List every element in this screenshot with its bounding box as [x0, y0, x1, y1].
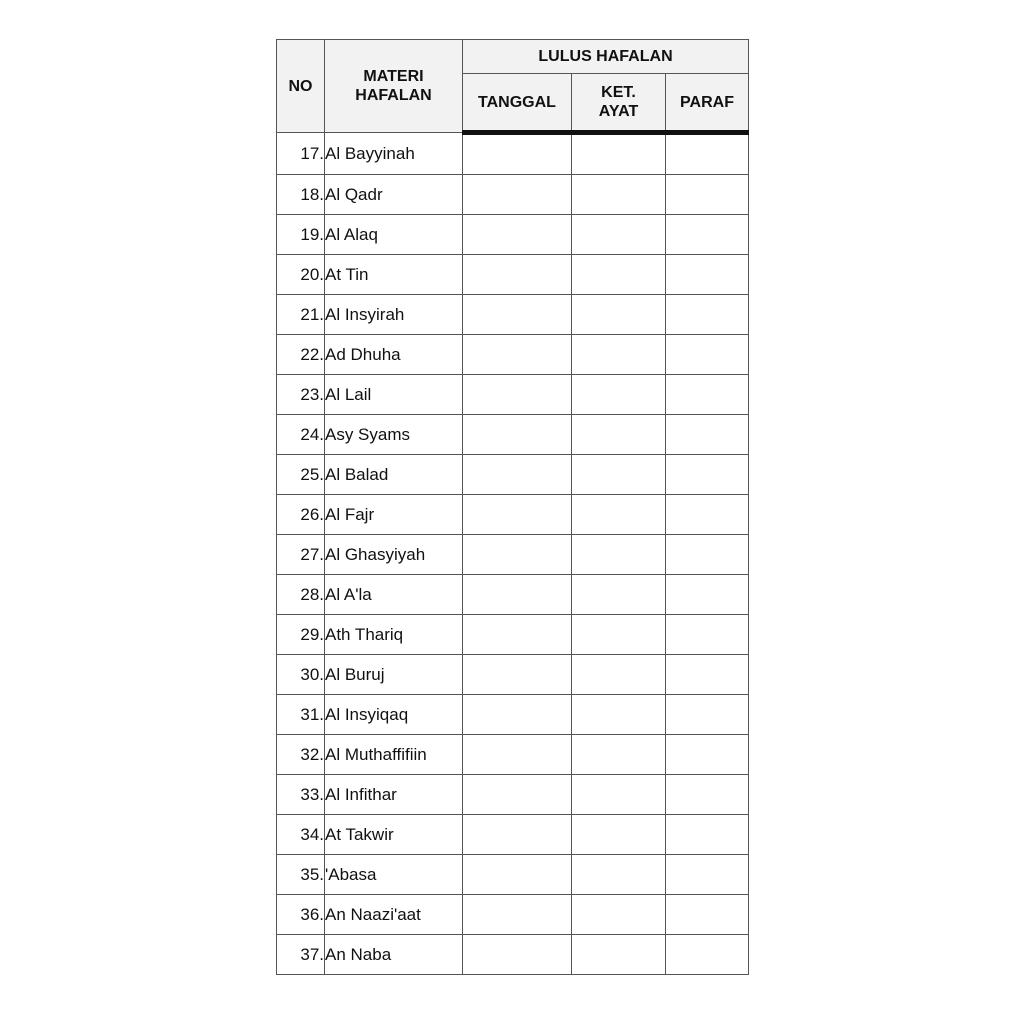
row-number: 35. — [277, 855, 325, 895]
row-tanggal-cell[interactable] — [463, 455, 572, 495]
table-row — [277, 415, 749, 455]
table-row — [277, 815, 749, 855]
table-row — [277, 775, 749, 815]
header-materi-line1: MATERI — [363, 68, 424, 85]
header-tanggal: TANGGAL — [463, 74, 572, 133]
header-materi-hafalan — [325, 40, 463, 133]
row-ket-ayat-cell[interactable] — [572, 575, 666, 615]
row-number: 26. — [277, 495, 325, 535]
table-row — [277, 455, 749, 495]
row-tanggal-cell[interactable] — [463, 375, 572, 415]
header-no: NO — [277, 40, 325, 133]
row-paraf-cell[interactable] — [666, 215, 749, 255]
row-ket-ayat-cell[interactable] — [572, 455, 666, 495]
row-materi-hafalan: At Tin — [325, 255, 463, 295]
row-materi-hafalan: Ad Dhuha — [325, 335, 463, 375]
row-materi-hafalan: Al A'la — [325, 575, 463, 615]
row-number: 24. — [277, 415, 325, 455]
row-tanggal-cell[interactable] — [463, 255, 572, 295]
row-paraf-cell[interactable] — [666, 935, 749, 975]
row-ket-ayat-cell[interactable] — [572, 695, 666, 735]
row-materi-hafalan: Al Lail — [325, 375, 463, 415]
table-row — [277, 935, 749, 975]
row-materi-hafalan: An Naazi'aat — [325, 895, 463, 935]
row-number: 18. — [277, 175, 325, 215]
table-row — [277, 735, 749, 775]
header-ket-ayat — [572, 74, 666, 133]
row-materi-hafalan: Al Insyirah — [325, 295, 463, 335]
table-row — [277, 255, 749, 295]
table-row — [277, 133, 749, 175]
row-materi-hafalan: An Naba — [325, 935, 463, 975]
row-paraf-cell[interactable] — [666, 575, 749, 615]
row-paraf-cell[interactable] — [666, 255, 749, 295]
row-number: 28. — [277, 575, 325, 615]
row-materi-hafalan: Al Fajr — [325, 495, 463, 535]
row-paraf-cell[interactable] — [666, 895, 749, 935]
table-row — [277, 295, 749, 335]
row-number: 23. — [277, 375, 325, 415]
row-paraf-cell[interactable] — [666, 375, 749, 415]
row-materi-hafalan: Al Bayyinah — [325, 133, 463, 175]
table-body — [277, 133, 749, 975]
memorization-record-sheet — [276, 39, 748, 975]
row-tanggal-cell[interactable] — [463, 775, 572, 815]
row-tanggal-cell[interactable] — [463, 495, 572, 535]
row-ket-ayat-cell[interactable] — [572, 335, 666, 375]
row-materi-hafalan: At Takwir — [325, 815, 463, 855]
row-ket-ayat-cell[interactable] — [572, 855, 666, 895]
row-paraf-cell[interactable] — [666, 495, 749, 535]
row-ket-ayat-cell[interactable] — [572, 133, 666, 175]
row-number: 19. — [277, 215, 325, 255]
row-tanggal-cell[interactable] — [463, 575, 572, 615]
row-materi-hafalan: Ath Thariq — [325, 615, 463, 655]
row-number: 21. — [277, 295, 325, 335]
row-tanggal-cell[interactable] — [463, 655, 572, 695]
row-paraf-cell[interactable] — [666, 615, 749, 655]
row-ket-ayat-cell[interactable] — [572, 295, 666, 335]
row-number: 30. — [277, 655, 325, 695]
row-ket-ayat-cell[interactable] — [572, 655, 666, 695]
table-row — [277, 855, 749, 895]
row-materi-hafalan: Al Qadr — [325, 175, 463, 215]
row-paraf-cell[interactable] — [666, 775, 749, 815]
row-paraf-cell[interactable] — [666, 415, 749, 455]
row-number: 20. — [277, 255, 325, 295]
row-materi-hafalan: Al Ghasyiyah — [325, 535, 463, 575]
table-row — [277, 215, 749, 255]
row-paraf-cell[interactable] — [666, 335, 749, 375]
row-tanggal-cell[interactable] — [463, 175, 572, 215]
row-ket-ayat-cell[interactable] — [572, 615, 666, 655]
row-ket-ayat-cell[interactable] — [572, 215, 666, 255]
row-tanggal-cell[interactable] — [463, 855, 572, 895]
row-materi-hafalan: 'Abasa — [325, 855, 463, 895]
table-row — [277, 335, 749, 375]
row-materi-hafalan: Al Buruj — [325, 655, 463, 695]
row-number: 32. — [277, 735, 325, 775]
row-tanggal-cell[interactable] — [463, 535, 572, 575]
row-tanggal-cell[interactable] — [463, 415, 572, 455]
row-ket-ayat-cell[interactable] — [572, 375, 666, 415]
table-row — [277, 375, 749, 415]
row-number: 31. — [277, 695, 325, 735]
row-tanggal-cell[interactable] — [463, 815, 572, 855]
row-number: 27. — [277, 535, 325, 575]
row-ket-ayat-cell[interactable] — [572, 735, 666, 775]
header-materi-line2: HAFALAN — [355, 87, 432, 104]
row-materi-hafalan: Al Insyiqaq — [325, 695, 463, 735]
header-row-top — [277, 40, 749, 74]
row-tanggal-cell[interactable] — [463, 695, 572, 735]
row-tanggal-cell[interactable] — [463, 895, 572, 935]
row-tanggal-cell[interactable] — [463, 935, 572, 975]
row-ket-ayat-cell[interactable] — [572, 495, 666, 535]
row-paraf-cell[interactable] — [666, 133, 749, 175]
table-row — [277, 575, 749, 615]
row-tanggal-cell[interactable] — [463, 215, 572, 255]
row-ket-ayat-cell[interactable] — [572, 415, 666, 455]
table-row — [277, 895, 749, 935]
row-tanggal-cell[interactable] — [463, 335, 572, 375]
row-paraf-cell[interactable] — [666, 735, 749, 775]
row-ket-ayat-cell[interactable] — [572, 775, 666, 815]
row-ket-ayat-cell[interactable] — [572, 175, 666, 215]
table-row — [277, 695, 749, 735]
row-ket-ayat-cell[interactable] — [572, 895, 666, 935]
header-paraf: PARAF — [666, 74, 749, 133]
row-paraf-cell[interactable] — [666, 295, 749, 335]
row-paraf-cell[interactable] — [666, 655, 749, 695]
row-materi-hafalan: Al Balad — [325, 455, 463, 495]
row-number: 22. — [277, 335, 325, 375]
row-number: 36. — [277, 895, 325, 935]
row-tanggal-cell[interactable] — [463, 295, 572, 335]
row-number: 34. — [277, 815, 325, 855]
row-materi-hafalan: Asy Syams — [325, 415, 463, 455]
row-ket-ayat-cell[interactable] — [572, 255, 666, 295]
memorization-table — [276, 39, 749, 975]
row-ket-ayat-cell[interactable] — [572, 535, 666, 575]
row-materi-hafalan: Al Alaq — [325, 215, 463, 255]
row-number: 37. — [277, 935, 325, 975]
row-tanggal-cell[interactable] — [463, 133, 572, 175]
header-lulus-hafalan: LULUS HAFALAN — [463, 40, 749, 74]
row-materi-hafalan: Al Muthaffifiin — [325, 735, 463, 775]
header-ket-line2: AYAT — [598, 103, 639, 120]
row-number: 33. — [277, 775, 325, 815]
row-paraf-cell[interactable] — [666, 175, 749, 215]
table-row — [277, 495, 749, 535]
table-row — [277, 615, 749, 655]
row-paraf-cell[interactable] — [666, 535, 749, 575]
row-number: 25. — [277, 455, 325, 495]
table-row — [277, 655, 749, 695]
row-number: 29. — [277, 615, 325, 655]
row-paraf-cell[interactable] — [666, 855, 749, 895]
row-tanggal-cell[interactable] — [463, 615, 572, 655]
row-ket-ayat-cell[interactable] — [572, 815, 666, 855]
row-paraf-cell[interactable] — [666, 815, 749, 855]
row-paraf-cell[interactable] — [666, 695, 749, 735]
table-row — [277, 175, 749, 215]
row-paraf-cell[interactable] — [666, 455, 749, 495]
row-ket-ayat-cell[interactable] — [572, 935, 666, 975]
table-header — [277, 40, 749, 133]
header-ket-line1: KET. — [601, 84, 636, 101]
table-row — [277, 535, 749, 575]
row-materi-hafalan: Al Infithar — [325, 775, 463, 815]
row-tanggal-cell[interactable] — [463, 735, 572, 775]
row-number: 17. — [277, 133, 325, 175]
